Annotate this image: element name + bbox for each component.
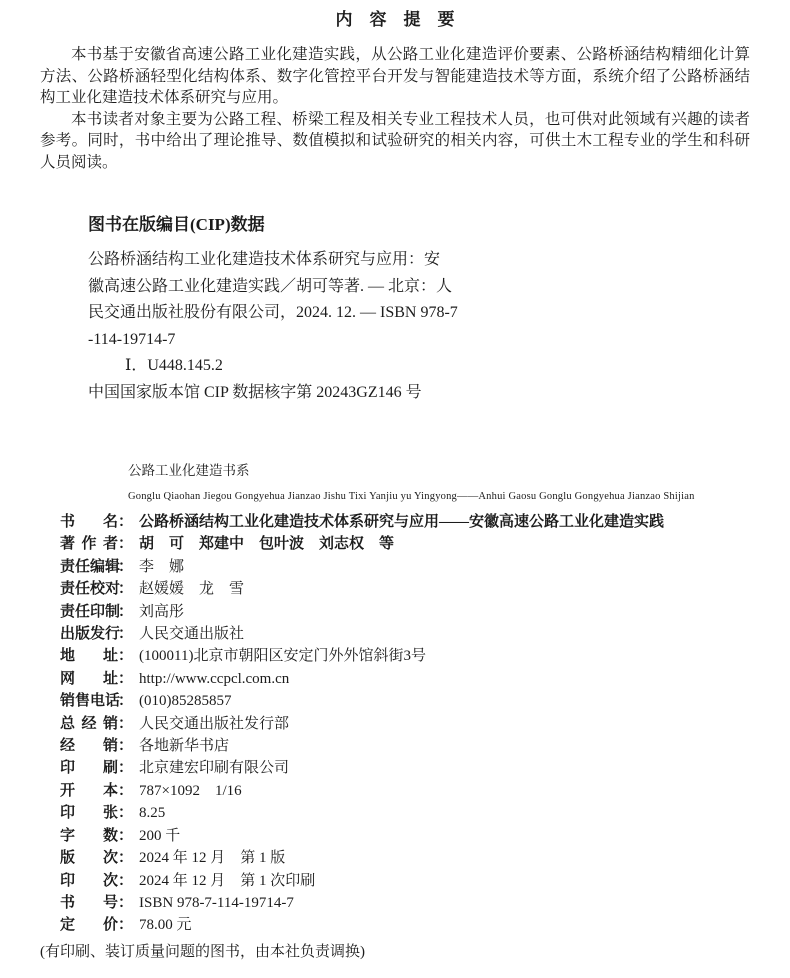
colophon-value: 人民交通出版社发行部	[139, 715, 290, 732]
colophon-label: 责任印制	[60, 603, 121, 620]
colophon-label: 印次	[60, 872, 118, 889]
colophon-label: 责任校对	[60, 581, 121, 598]
cip-line: 民交通出版社股份有限公司，2024. 12. — ISBN 978-7	[88, 304, 458, 321]
colophon-row-format	[60, 780, 750, 802]
colophon-colon: ：	[118, 715, 134, 732]
colophon-label: 书号	[60, 894, 118, 911]
colophon-colon: ：	[118, 894, 134, 911]
colophon-label: 网址	[60, 670, 118, 687]
colophon-colon: ：	[118, 581, 134, 598]
colophon-colon: ：	[118, 805, 134, 822]
colophon-row-title	[60, 511, 750, 533]
colophon-colon: ：	[118, 558, 134, 575]
colophon-value: 各地新华书店	[139, 738, 230, 755]
colophon-colon: ：	[118, 693, 134, 710]
colophon-value: 赵媛媛 龙 雪	[139, 581, 245, 598]
colophon	[60, 511, 750, 937]
colophon-value: http://www.ccpcl.com.cn	[139, 670, 290, 687]
colophon-colon: ：	[118, 670, 134, 687]
colophon-colon: ：	[118, 626, 134, 643]
cip-line: -114-19714-7	[88, 330, 176, 348]
cip-classification: Ⅰ．U448.145.2	[125, 357, 223, 374]
colophon-label: 经销	[60, 738, 118, 755]
colophon-colon: ：	[118, 603, 134, 620]
colophon-row-sales-phone	[60, 690, 750, 712]
colophon-colon: ：	[118, 738, 134, 755]
colophon-colon: ：	[118, 514, 134, 530]
colophon-row-print-supervisor	[60, 601, 750, 623]
colophon-value: 李 娜	[139, 558, 185, 575]
colophon-colon: ：	[118, 872, 134, 889]
colophon-row-authors	[60, 533, 750, 555]
colophon-label: 印张	[60, 805, 118, 822]
colophon-value: 北京建宏印刷有限公司	[139, 760, 290, 777]
colophon-label: 开本	[60, 782, 118, 799]
colophon-row-proofreader	[60, 578, 750, 600]
colophon-value: (010)85285857	[139, 693, 232, 710]
cip-line: 公路桥涵结构工业化建造技术体系研究与应用：安	[88, 251, 441, 268]
series-name: 公路工业化建造书系	[128, 463, 250, 478]
series-pinyin: Gonglu Qiaohan Jiegou Gongyehua Jianzao Jishu Tixi Yanjiu yu Yingyong——Anhui Gaosu Gonglu Gongyehua Jianzao Shijian	[128, 491, 695, 502]
colophon-colon: ：	[118, 850, 134, 867]
colophon-row-distributor	[60, 735, 750, 757]
colophon-value: 人民交通出版社	[139, 626, 245, 643]
colophon-label: 责任编辑	[60, 558, 121, 575]
colophon-value: (100011)北京市朝阳区安定门外外馆斜街3号	[139, 648, 426, 665]
colophon-colon: ：	[118, 536, 134, 553]
colophon-value: 8.25	[139, 805, 166, 822]
colophon-value: 2024 年 12 月 第 1 次印刷	[139, 872, 316, 889]
colophon-label: 定价	[60, 917, 118, 934]
colophon-row-edition	[60, 847, 750, 869]
cip-record-number: 中国国家版本馆 CIP 数据核字第 20243GZ146 号	[88, 383, 422, 401]
colophon-row-printer	[60, 757, 750, 779]
colophon-row-general-distributor	[60, 713, 750, 735]
colophon-row-isbn	[60, 892, 750, 914]
colophon-row-price	[60, 914, 750, 936]
colophon-label: 地址	[60, 648, 118, 665]
footer-note: (有印刷、装订质量问题的图书，由本社负责调换)	[40, 943, 365, 960]
colophon-colon: ：	[118, 648, 134, 665]
cip-line: 徽高速公路工业化建造实践／胡可等著. — 北京：人	[88, 277, 453, 295]
colophon-row-editor	[60, 556, 750, 578]
colophon-colon: ：	[118, 760, 134, 777]
colophon-row-publisher	[60, 623, 750, 645]
cip-body	[88, 247, 750, 406]
colophon-value: 787×1092 1/16	[139, 782, 242, 799]
summary-paragraph: 本书读者对象主要为公路工程、桥梁工程及相关专业工程技术人员，也可供对此领域有兴趣的读者参考。同时，书中给出了理论推导、数值模拟和试验研究的相关内容，可供土木工程专业的学生和科研人员阅读。	[40, 110, 750, 171]
colophon-label: 版次	[60, 850, 118, 867]
colophon-label: 销售电话	[60, 693, 121, 710]
colophon-label: 著作者	[60, 536, 118, 553]
colophon-label: 总经销	[60, 715, 118, 732]
colophon-label: 出版发行	[60, 626, 121, 643]
colophon-row-sheets	[60, 802, 750, 824]
colophon-row-address	[60, 645, 750, 667]
colophon-label: 书名	[60, 514, 118, 530]
colophon-value: ISBN 978-7-114-19714-7	[139, 894, 294, 911]
colophon-row-impression	[60, 870, 750, 892]
colophon-value: 公路桥涵结构工业化建造技术体系研究与应用——安徽高速公路工业化建造实践	[139, 514, 665, 530]
colophon-value: 刘高彤	[139, 603, 185, 620]
colophon-value: 胡 可 郑建中 包叶波 刘志权 等	[139, 536, 395, 553]
colophon-colon: ：	[118, 827, 134, 844]
cip-title: 图书在版编目(CIP)数据	[88, 215, 265, 234]
summary-paragraph: 本书基于安徽省高速公路工业化建造实践，从公路工业化建造评价要素、公路桥涵结构精细化计算方法、公路桥涵轻型化结构体系、数字化管控平台开发与智能建造技术等方面，系统介绍了公路桥涵结构工业化建造技术体系研究与应用。	[40, 46, 750, 106]
colophon-colon: ：	[118, 782, 134, 799]
summary-title: 内 容 提 要	[335, 10, 455, 29]
colophon-row-word-count	[60, 825, 750, 847]
summary-section	[40, 44, 750, 173]
colophon-colon: ：	[118, 917, 134, 934]
colophon-label: 印刷	[60, 760, 118, 777]
colophon-value: 2024 年 12 月 第 1 版	[139, 850, 286, 867]
colophon-row-website	[60, 668, 750, 690]
colophon-value: 78.00 元	[139, 917, 192, 934]
colophon-value: 200 千	[139, 827, 181, 844]
colophon-label: 字数	[60, 827, 118, 844]
